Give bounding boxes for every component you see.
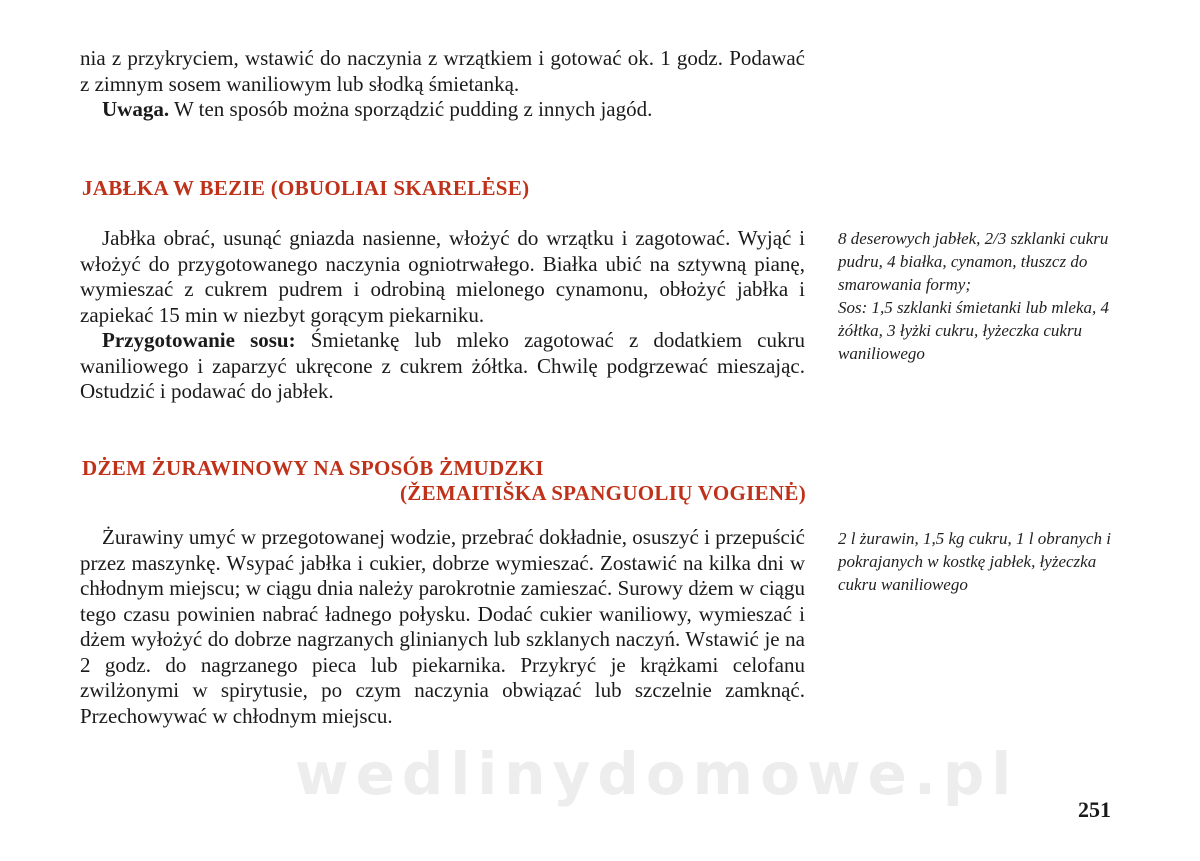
recipe2-ingredients [838, 527, 1120, 596]
sauce-text: Śmietankę lub mleko zagotować z dodatkiem cukru waniliowego i zaparzyć ukręcone z cukrem żółtka. Chwilę podgrzewać mieszając. Ostudzić i podawać do jabłek. [80, 328, 805, 403]
intro-line: nia z przykryciem, wstawić do naczynia z wrzątkiem i gotować ok. 1 godz. Podawać z zimnym sosem waniliowym lub słodką śmietanką. [80, 46, 805, 96]
recipe2-method: Żurawiny umyć w przegotowanej wodzie, przebrać dokładnie, osuszyć i przepuścić przez maszynkę. Wsypać jabłka i cukier, dobrze wymieszać. Zostawić na kilka dni w chłodnym miejscu; w ciągu dnia należy parokrotnie zamieszać. Surowy dżem w ciągu tego czasu powinien nabrać ładnego połysku. Dodać cukier waniliowy, wymieszać i dżem wyłożyć do dobrze nagrzanych glinianych lub szklanych naczyń. Wstawić je na 2 godz. do nagrzanego pieca lub piekarnika. Przykryć je krążkami celofanu zwilżonymi w spirytusie, po czym naczynia obwiązać lub szczelnie zamknąć. Przechowywać w chłodnym miejscu. [80, 525, 805, 728]
recipe1-body [80, 226, 805, 405]
recipe1-method: Jabłka obrać, usunąć gniazda nasienne, włożyć do wrzątku i zagotować. Wyjąć i włożyć do przygotowanego naczynia ogniotrwałego. Białka ubić na sztywną pianę, wymieszać z cukrem pudrem i odrobiną mielonego cynamonu, obłożyć jabłka i zapiekać 15 min w niezbyt gorącym piekarniku. [80, 226, 805, 327]
recipe2-body [80, 525, 805, 729]
note-text: W ten sposób można sporządzić pudding z innych jagód. [169, 97, 653, 121]
recipe1-ingredients-list: 8 deserowych jabłek, 2/3 szklanki cukru pudru, 4 białka, cynamon, tłuszcz do smarowania formy; [838, 229, 1109, 294]
recipe1-sauce-ingredients: Sos: 1,5 szklanki śmietanki lub mleka, 4 żółtka, 3 łyżki cukru, łyżeczka cukru waniliowego [838, 298, 1110, 363]
recipe1-sauce [80, 328, 805, 405]
intro-text [80, 46, 805, 123]
note-label: Uwaga. [102, 97, 170, 121]
recipe2-title-line1: DŻEM ŻURAWINOWY NA SPOSÓB ŻMUDZKI [82, 456, 544, 480]
note-paragraph [80, 97, 805, 123]
recipe1-ingredients [838, 227, 1120, 365]
intro-paragraph [80, 46, 805, 97]
recipe2-title-line2: (ŽEMAITIŠKA SPANGUOLIŲ VOGIENĖ) [399, 481, 806, 505]
recipe2-ingredients-list: 2 l żurawin, 1,5 kg cukru, 1 l obranych i pokrajanych w kostkę jabłek, łyżeczka cukru waniliowego [838, 529, 1111, 594]
page-number: 251 [1078, 797, 1111, 822]
watermark: wedlinydomowe.pl [295, 740, 1019, 808]
sauce-label: Przygotowanie sosu: [102, 328, 296, 352]
recipe2-title [82, 456, 808, 506]
recipe1-title: JABŁKA W BEZIE (OBUOLIAI SKARELĖSE) [82, 176, 530, 200]
